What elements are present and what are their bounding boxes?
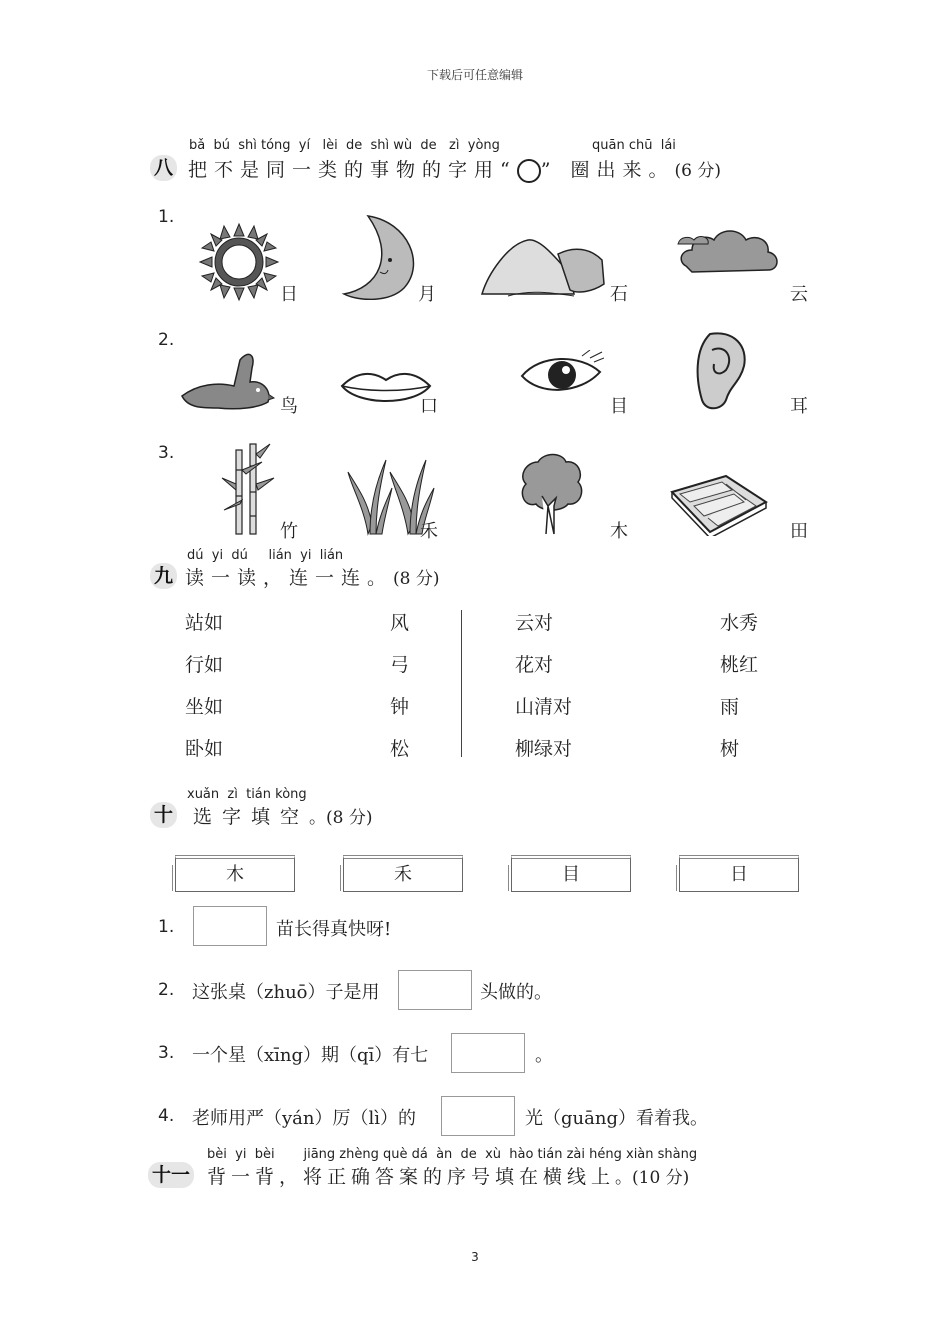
section9-text: 读一读，连一连。 bbox=[185, 567, 394, 589]
quote-close: ” bbox=[540, 159, 558, 181]
q2-after: 头做的。 bbox=[480, 982, 552, 1003]
q4-before: 老师用严（yán）厉（lì）的 bbox=[192, 1108, 417, 1129]
header-note: 下载后可任意编辑 bbox=[426, 68, 523, 82]
match-right-a-2[interactable]: 花对 bbox=[515, 654, 554, 676]
section11-title bbox=[207, 1162, 689, 1189]
section9-badge: 九 bbox=[150, 563, 177, 589]
label-mu-eye: 目 bbox=[610, 396, 628, 417]
q1-after: 苗长得真快呀! bbox=[276, 919, 392, 940]
q3-number: 3. bbox=[158, 1043, 175, 1063]
match-left-a-3[interactable]: 坐如 bbox=[185, 696, 224, 718]
section10-text: 选字填空 bbox=[193, 806, 310, 828]
section10-title bbox=[193, 802, 373, 829]
circle-mark-icon bbox=[517, 159, 541, 183]
ear-icon bbox=[690, 330, 750, 412]
choice-mu-eye[interactable]: 目 bbox=[511, 855, 631, 892]
section8-title bbox=[188, 155, 721, 183]
section10-pinyin: xuǎn zì tián kòng bbox=[187, 787, 307, 802]
match-left-b-3[interactable]: 钟 bbox=[390, 696, 410, 718]
match-left-b-4[interactable]: 松 bbox=[390, 738, 410, 760]
row2-number: 2. bbox=[158, 330, 175, 350]
match-left-b-1[interactable]: 风 bbox=[390, 612, 410, 634]
answer-box-4[interactable] bbox=[441, 1096, 515, 1136]
label-shi: 石 bbox=[610, 284, 628, 305]
q3-before: 一个星（xīng）期（qī）有七 bbox=[192, 1045, 429, 1066]
section11-badge: 十一 bbox=[148, 1162, 194, 1188]
match-left-a-4[interactable]: 卧如 bbox=[185, 738, 224, 760]
section8-text-2: 圈出来。 bbox=[570, 159, 675, 181]
section9-score: (8 分) bbox=[393, 569, 440, 589]
match-divider bbox=[461, 610, 462, 757]
label-yue: 月 bbox=[418, 284, 436, 305]
match-right-a-1[interactable]: 云对 bbox=[515, 612, 554, 634]
q2-number: 2. bbox=[158, 980, 175, 1000]
match-right-b-1[interactable]: 水秀 bbox=[720, 612, 759, 634]
match-right-b-2[interactable]: 桃红 bbox=[720, 654, 759, 676]
section11-score: 。(10 分) bbox=[615, 1168, 690, 1188]
tree-icon bbox=[518, 452, 586, 536]
answer-box-2[interactable] bbox=[398, 970, 472, 1010]
match-right-b-3[interactable]: 雨 bbox=[720, 696, 740, 718]
label-ri: 日 bbox=[280, 284, 298, 305]
answer-box-1[interactable] bbox=[193, 906, 267, 946]
label-zhu: 竹 bbox=[280, 521, 298, 542]
section11-pinyin: bèi yi bèi jiāng zhèng què dá àn de xù hào tián zài héng xiàn shàng bbox=[207, 1147, 698, 1162]
q4-number: 4. bbox=[158, 1106, 175, 1126]
q1-number: 1. bbox=[158, 917, 175, 937]
sun-icon bbox=[198, 222, 280, 302]
section11-text: 背一背，将正确答案的序号填在横线上 bbox=[207, 1166, 616, 1188]
field-icon bbox=[666, 472, 770, 536]
match-right-b-4[interactable]: 树 bbox=[720, 738, 740, 760]
bird-icon bbox=[178, 346, 276, 414]
bamboo-icon bbox=[218, 440, 278, 536]
section10-score: 。(8 分) bbox=[309, 808, 373, 828]
row1-number: 1. bbox=[158, 207, 175, 227]
section8-text: 把不是同一类的事物的字用 bbox=[188, 159, 501, 181]
match-left-b-2[interactable]: 弓 bbox=[390, 654, 410, 676]
match-left-a-1[interactable]: 站如 bbox=[185, 612, 224, 634]
rock-icon bbox=[478, 234, 608, 300]
label-he: 禾 bbox=[420, 521, 438, 542]
section9-pinyin: dú yi dú lián yi lián bbox=[187, 548, 344, 563]
quote-open: “ bbox=[500, 159, 517, 181]
section9-title bbox=[185, 563, 440, 590]
choice-he[interactable]: 禾 bbox=[343, 855, 463, 892]
section8-pinyin: bǎ bú shì tóng yí lèi de shì wù de zì yòng bbox=[189, 138, 500, 153]
page-number: 3 bbox=[471, 1250, 479, 1264]
label-tian: 田 bbox=[790, 521, 808, 542]
section8-pinyin-2: quān chū lái bbox=[592, 138, 676, 153]
row3-number: 3. bbox=[158, 443, 175, 463]
label-yun: 云 bbox=[790, 284, 808, 305]
section8-badge: 八 bbox=[150, 155, 177, 181]
choice-ri[interactable]: 日 bbox=[679, 855, 799, 892]
label-er: 耳 bbox=[790, 396, 808, 417]
choice-mu[interactable]: 木 bbox=[175, 855, 295, 892]
eye-icon bbox=[520, 350, 604, 400]
cloud-icon bbox=[676, 226, 786, 276]
q4-after: 光（guāng）看着我。 bbox=[525, 1108, 708, 1129]
section8-score: (6 分) bbox=[674, 161, 721, 181]
match-right-a-4[interactable]: 柳绿对 bbox=[515, 738, 573, 760]
section10-badge: 十 bbox=[150, 802, 177, 828]
label-mu-tree: 木 bbox=[610, 521, 628, 542]
label-niao: 鸟 bbox=[280, 396, 298, 417]
moon-icon bbox=[338, 212, 422, 300]
answer-box-3[interactable] bbox=[451, 1033, 525, 1073]
match-left-a-2[interactable]: 行如 bbox=[185, 654, 224, 676]
match-right-a-3[interactable]: 山清对 bbox=[515, 696, 573, 718]
label-kou: 口 bbox=[420, 396, 438, 417]
q3-after: 。 bbox=[535, 1045, 553, 1066]
q2-before: 这张桌（zhuō）子是用 bbox=[192, 982, 380, 1003]
